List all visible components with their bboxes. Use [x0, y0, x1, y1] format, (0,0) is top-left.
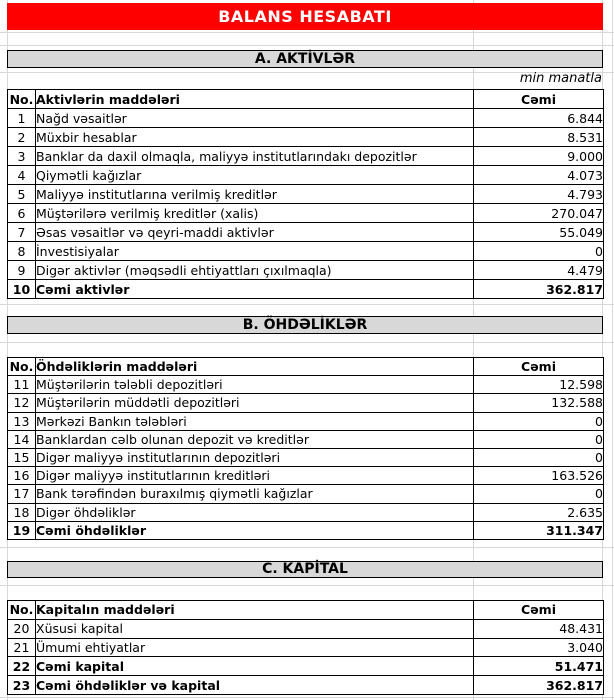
row-value: 12.598 — [474, 376, 604, 394]
row-no: 19 — [8, 521, 36, 539]
row-value: 0 — [474, 448, 604, 466]
gridline-horizontal — [0, 45, 614, 46]
row-item: İnvestisiyalar — [36, 242, 474, 261]
row-value: 3.040 — [474, 638, 604, 657]
row-value: 0 — [474, 430, 604, 448]
row-value: 8.531 — [474, 128, 604, 147]
row-value: 270.047 — [474, 204, 604, 223]
table-header-row — [8, 601, 604, 620]
report-title-banner: BALANS HESABATI — [7, 3, 603, 30]
row-item: Ümumi ehtiyatlar — [36, 638, 474, 657]
table-row — [8, 448, 604, 466]
gridline-horizontal — [0, 342, 614, 343]
table-row — [8, 412, 604, 430]
table-row — [8, 128, 604, 147]
row-value: 4.479 — [474, 261, 604, 280]
row-item: Banklar da daxil olmaqla, maliyyə institutlarındakı depozitlər — [36, 147, 474, 166]
row-no: 20 — [8, 619, 36, 638]
row-item: Nağd vəsaitlər — [36, 109, 474, 128]
row-no: 14 — [8, 430, 36, 448]
col-header-no: No. — [8, 601, 36, 620]
row-no: 16 — [8, 467, 36, 485]
row-item: Müxbir hesablar — [36, 128, 474, 147]
col-header-no: No. — [8, 358, 36, 376]
row-item: Digər maliyyə institutlarının depozitləri — [36, 448, 474, 466]
row-value: 2.635 — [474, 503, 604, 521]
table-row — [8, 185, 604, 204]
row-value: 311.347 — [474, 521, 604, 539]
table-row — [8, 394, 604, 412]
row-no: 12 — [8, 394, 36, 412]
row-no: 2 — [8, 128, 36, 147]
row-no: 6 — [8, 204, 36, 223]
row-no: 13 — [8, 412, 36, 430]
row-value: 0 — [474, 485, 604, 503]
row-no: 7 — [8, 223, 36, 242]
row-no: 21 — [8, 638, 36, 657]
section-header-assets: A. AKTİVLƏR — [7, 50, 603, 68]
row-no: 18 — [8, 503, 36, 521]
row-item: Xüsusi kapital — [36, 619, 474, 638]
row-value: 9.000 — [474, 147, 604, 166]
table-row — [8, 485, 604, 503]
table-row — [8, 223, 604, 242]
col-header-item: Kapitalın maddələri — [36, 601, 474, 620]
row-value: 362.817 — [474, 280, 604, 299]
row-item: Cəmi kapital — [36, 657, 474, 676]
row-item: Əsas vəsaitlər və qeyri-maddi aktivlər — [36, 223, 474, 242]
row-no: 22 — [8, 657, 36, 676]
table-header-row — [8, 90, 604, 109]
row-value: 132.588 — [474, 394, 604, 412]
section-header-capital: C. KAPİTAL — [7, 561, 603, 578]
table-header-row — [8, 358, 604, 376]
table-row — [8, 147, 604, 166]
gridline-horizontal — [0, 304, 614, 305]
table-row — [8, 619, 604, 638]
col-header-total: Cəmi — [474, 90, 604, 109]
table-row — [8, 204, 604, 223]
table-row — [8, 503, 604, 521]
gridline-vertical — [612, 0, 613, 700]
row-value: 4.073 — [474, 166, 604, 185]
liabilities-table — [7, 357, 604, 540]
total-row-capital — [8, 657, 604, 676]
row-no: 17 — [8, 485, 36, 503]
assets-table — [7, 89, 604, 299]
table-row — [8, 242, 604, 261]
row-item: Banklardan cəlb olunan depozit və kreditlər — [36, 430, 474, 448]
row-item: Mərkəzi Bankın tələbləri — [36, 412, 474, 430]
row-item: Digər aktivlər (məqsədli ehtiyattları çıxılmaqla) — [36, 261, 474, 280]
gridline-horizontal — [0, 32, 614, 33]
table-row — [8, 166, 604, 185]
table-row — [8, 261, 604, 280]
row-value: 4.793 — [474, 185, 604, 204]
row-item: Müştərilərin tələbli depozitləri — [36, 376, 474, 394]
gridline-horizontal — [0, 547, 614, 548]
col-header-total: Cəmi — [474, 358, 604, 376]
row-no: 1 — [8, 109, 36, 128]
row-item: Digər maliyyə institutlarının kreditləri — [36, 467, 474, 485]
table-row — [8, 638, 604, 657]
row-no: 3 — [8, 147, 36, 166]
row-item: Müştərilərin müddətli depozitləri — [36, 394, 474, 412]
row-no: 10 — [8, 280, 36, 299]
row-value: 163.526 — [474, 467, 604, 485]
table-row — [8, 376, 604, 394]
total-row-liabilities — [8, 521, 604, 539]
row-no: 8 — [8, 242, 36, 261]
row-item: Müştərilərə verilmiş kreditlər (xalis) — [36, 204, 474, 223]
section-header-liabilities: B. ÖHDƏLİKLƏR — [7, 316, 603, 334]
row-value: 51.471 — [474, 657, 604, 676]
row-value: 48.431 — [474, 619, 604, 638]
row-item: Cəmi öhdəliklər və kapital — [36, 676, 474, 695]
col-header-item: Aktivlərin maddələri — [36, 90, 474, 109]
row-value: 362.817 — [474, 676, 604, 695]
capital-table — [7, 600, 604, 695]
row-no: 4 — [8, 166, 36, 185]
row-item: Cəmi öhdəliklər — [36, 521, 474, 539]
row-no: 9 — [8, 261, 36, 280]
unit-note: min manatla — [519, 71, 602, 86]
table-row — [8, 467, 604, 485]
row-no: 11 — [8, 376, 36, 394]
gridline-horizontal — [0, 585, 614, 586]
row-no: 5 — [8, 185, 36, 204]
row-value: 6.844 — [474, 109, 604, 128]
row-item: Digər öhdəliklər — [36, 503, 474, 521]
row-no: 15 — [8, 448, 36, 466]
row-item: Bank tərəfindən buraxılmış qiymətli kağızlar — [36, 485, 474, 503]
table-row — [8, 430, 604, 448]
total-row-assets — [8, 280, 604, 299]
row-item: Maliyyə institutlarına verilmiş kreditlər — [36, 185, 474, 204]
row-item: Cəmi aktivlər — [36, 280, 474, 299]
col-header-item: Öhdəliklərin maddələri — [36, 358, 474, 376]
row-no: 23 — [8, 676, 36, 695]
row-value: 0 — [474, 412, 604, 430]
row-value: 0 — [474, 242, 604, 261]
row-item: Qiymətli kağızlar — [36, 166, 474, 185]
col-header-total: Cəmi — [474, 601, 604, 620]
table-row — [8, 109, 604, 128]
total-row-liabilities-and-capital — [8, 676, 604, 695]
col-header-no: No. — [8, 90, 36, 109]
row-value: 55.049 — [474, 223, 604, 242]
gridline-horizontal — [0, 697, 614, 698]
